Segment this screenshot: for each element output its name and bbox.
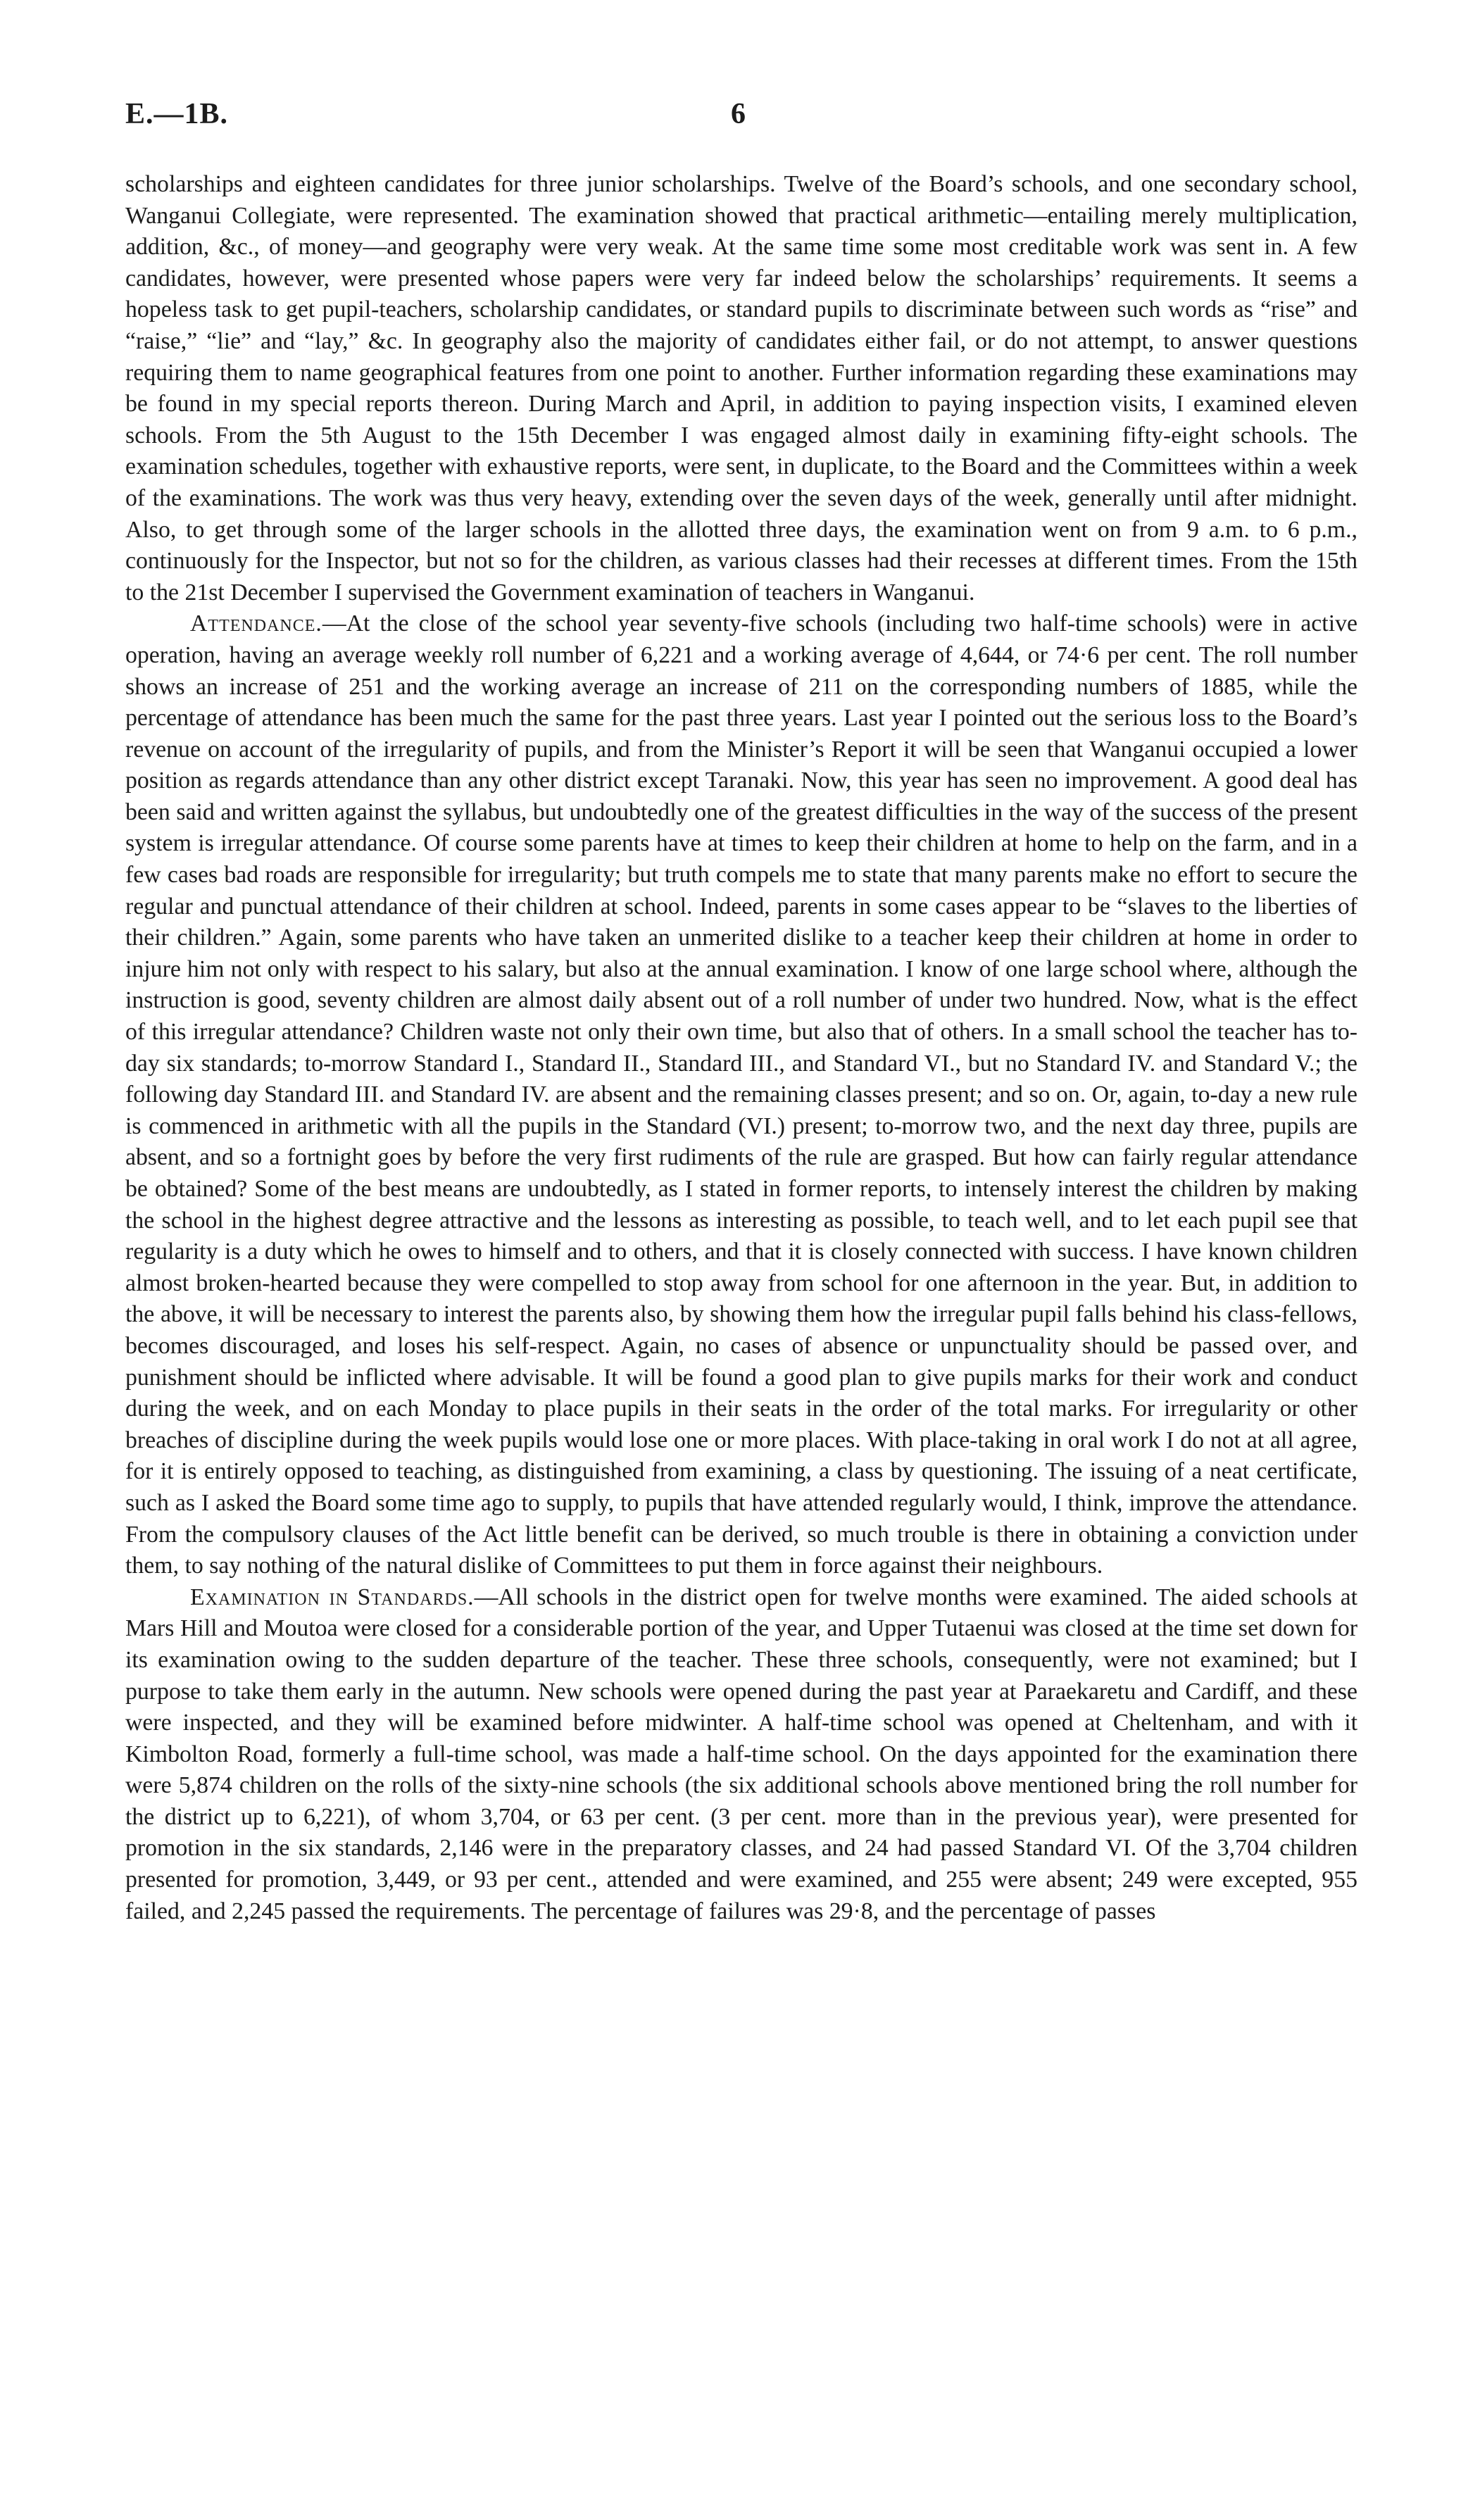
paragraph-text: scholarships and eighteen candidates for three junior scholarships. Twelve of the Board’s schools, and one secondary school, Wanganui Collegiate, were represented. The examination showed that practical arithmetic—entailing merely multiplication, addition, &c., of money—and geography were very weak. At the same time some most creditable work was sent in. A few candidates, however, were presented whose papers were very far indeed below the scholarships’ requirements. It seems a hopeless task to get pupil-teachers, scholarship candidates, or standard pupils to discriminate between such words as “rise” and “raise,” “lie” and “lay,” &c. In geography also the majority of candidates either fail, or do not attempt, to answer questions requiring them to name geographical features from one point to another. Further information regarding these examinations may be found in my special reports thereon. During March and April, in addition to paying inspection visits, I examined eleven schools. From the 5th August to the 15th December I was engaged almost daily in examining fifty-eight schools. The examination schedules, together with exhaustive reports, were sent, in duplicate, to the Board and the Committees within a week of the examinations. The work was thus very heavy, extending over the seven days of the week, generally until after midnight. Also, to get through some of the larger schools in the allotted three days, the examination went on from 9 a.m. to 6 p.m., continuously for the Inspector, but not so for the children, as various classes had their recesses at different times. From the 15th to the 21st December I supervised the Government examination of teachers in Wanganui. [125, 171, 1357, 606]
page-header [125, 97, 1357, 139]
document-reference: E.—1B. [125, 98, 229, 130]
paragraph-examination-in-standards [125, 1582, 1357, 1928]
page-number: 6 [731, 98, 746, 130]
paragraph-text: —At the close of the school year seventy-five schools (including two half-time schools) were in active operation, having an average weekly roll number of 6,221 and a working average of 4,644, or 74·6 per cent. The roll number shows an increase of 251 and the working average an increase of 211 on the corresponding numbers of 1885, while the percentage of attendance has been much the same for the past three years. Last year I pointed out the serious loss to the Board’s revenue on account of the irregularity of pupils, and from the Minister’s Report it will be seen that Wanganui occupied a lower position as regards attendance than any other district except Taranaki. Now, this year has seen no improvement. A good deal has been said and written against the syllabus, but undoubtedly one of the greatest difficulties in the way of the success of the present system is irregular attendance. Of course some parents have at times to keep their children at home to help on the farm, and in a few cases bad roads are responsible for irregularity; but truth compels me to state that many parents make no effort to secure the regular and punctual attendance of their children at school. Indeed, parents in some cases appear to be “slaves to the liberties of their children.” Again, some parents who have taken an unmerited dislike to a teacher keep their children at home in order to injure him not only with respect to his salary, but also at the annual examination. I know of one large school where, although the instruction is good, seventy children are almost daily absent out of a roll number of under two hundred. Now, what is the effect of this irregular attendance? Children waste not only their own time, but also that of others. In a small school the teacher has to-day six standards; to-morrow Standard I., Standard II., Standard III., and Standard VI., but no Standard IV. and Standard V.; the following day Standard III. and Standard IV. are absent and the remaining classes present; and so on. Or, again, to-day a new rule is commenced in arithmetic with all the pupils in the Standard (VI.) present; to-morrow two, and the next day three, pupils are absent, and so a fortnight goes by before the very first rudiments of the rule are grasped. But how can fairly regular attendance be obtained? Some of the best means are undoubtedly, as I stated in former reports, to intensely interest the children by making the school in the highest degree attractive and the lessons as interesting as possible, to teach well, and to let each pupil see that regularity is a duty which he owes to himself and to others, and that it is closely connected with success. I have known children almost broken-hearted because they were compelled to stop away from school for one afternoon in the year. But, in addition to the above, it will be necessary to interest the parents also, by showing them how the irregular pupil falls behind his class-fellows, becomes discouraged, and loses his self-respect. Again, no cases of absence or unpunctuality should be passed over, and punishment should be inflicted where advisable. It will be found a good plan to give pupils marks for their work and conduct during the week, and on each Monday to place pupils in their seats in the order of the total marks. For irregularity or other breaches of discipline during the week pupils would lose one or more places. With place-taking in oral work I do not at all agree, for it is entirely opposed to teaching, as distinguished from examining, a class by questioning. The issuing of a neat certificate, such as I asked the Board some time ago to supply, to pupils that have attended regularly would, I think, improve the attendance. From the compulsory clauses of the Act little benefit can be derived, so much trouble is there in obtaining a conviction under them, to say nothing of the natural dislike of Committees to put them in force against their neighbours. [125, 610, 1357, 1579]
section-heading-examination: Examination in Standards. [190, 1584, 475, 1610]
paragraph-scholarships [125, 169, 1357, 608]
paragraph-attendance [125, 608, 1357, 1581]
report-body [125, 169, 1357, 1927]
paragraph-text: —All schools in the district open for twelve months were examined. The aided schools at Mars Hill and Moutoa were closed for a considerable portion of the year, and Upper Tutaenui was closed at the time set down for its examination owing to the sudden departure of the teacher. These three schools, consequently, were not examined; but I purpose to take them early in the autumn. New schools were opened during the past year at Paraekaretu and Cardiff, and these were inspected, and they will be examined before midwinter. A half-time school was opened at Cheltenham, and with it Kimbolton Road, formerly a full-time school, was made a half-time school. On the days appointed for the examination there were 5,874 children on the rolls of the sixty-nine schools (the six additional schools above mentioned bring the roll number for the district up to 6,221), of whom 3,704, or 63 per cent. (3 per cent. more than in the previous year), were presented for promotion in the six standards, 2,146 were in the preparatory classes, and 24 had passed Standard VI. Of the 3,704 children presented for promotion, 3,449, or 93 per cent., attended and were examined, and 255 were absent; 249 were excepted, 955 failed, and 2,245 passed the requirements. The percentage of failures was 29·8, and the percentage of passes [125, 1584, 1357, 1924]
section-heading-attendance: Attendance. [190, 610, 322, 637]
